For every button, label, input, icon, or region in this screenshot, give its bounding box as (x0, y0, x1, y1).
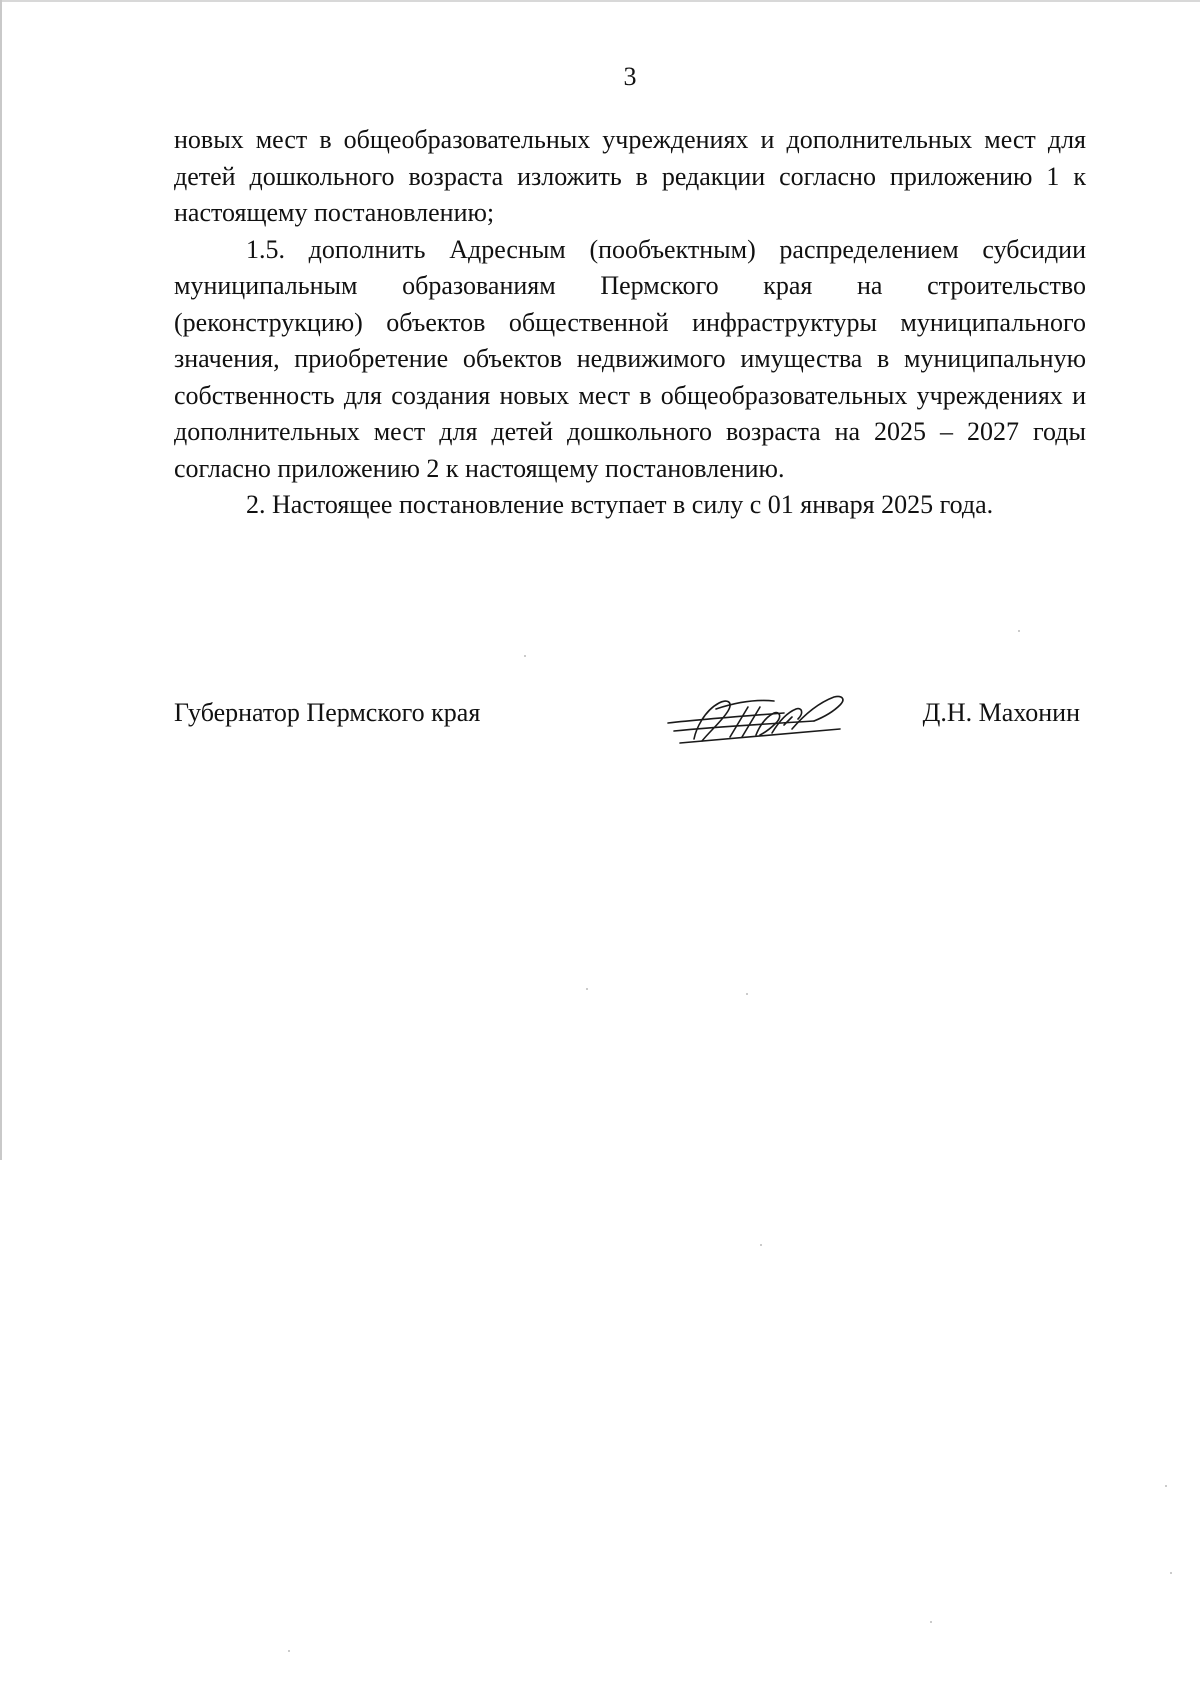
paragraph-item-1-5: 1.5. дополнить Адресным (пообъектным) распределением субсидии муниципальным образованиям Пермского края на строительство (реконструкцию) объектов общественной инфраструктуры муниципального значения, приобретение объектов недвижимого имущества в муниципальную собственность для создания новых мест в общеобразовательных учреждениях и дополнительных мест для детей дошкольного возраста на 2025 – 2027 годы согласно приложению 2 к настоящему постановлению. (174, 234, 1086, 483)
document-body (174, 122, 1086, 524)
scan-speck (1018, 630, 1020, 632)
scan-speck (586, 988, 588, 990)
scan-speck (1165, 1485, 1167, 1487)
signer-title: Губернатор Пермского края (174, 698, 481, 727)
paragraph-continuation: новых мест в общеобразовательных учреждениях и дополнительных мест для детей дошкольного возраста изложить в редакции согласно приложению 1 к настоящему постановлению; (174, 125, 1086, 227)
handwritten-signature (664, 689, 854, 749)
scan-speck (524, 655, 526, 657)
scan-speck (930, 1621, 932, 1623)
scan-speck (1170, 1572, 1172, 1574)
scan-edge-left (0, 0, 2, 1160)
scan-speck (746, 993, 748, 995)
scan-speck (760, 1244, 762, 1246)
signature-block (174, 695, 1086, 755)
page-number: 3 (623, 62, 637, 91)
scan-speck (288, 1650, 290, 1652)
scan-edge-top (0, 0, 1200, 2)
signer-name: Д.Н. Махонин (922, 698, 1080, 727)
paragraph-item-2: 2. Настоящее постановление вступает в силу с 01 января 2025 года. (246, 490, 994, 519)
